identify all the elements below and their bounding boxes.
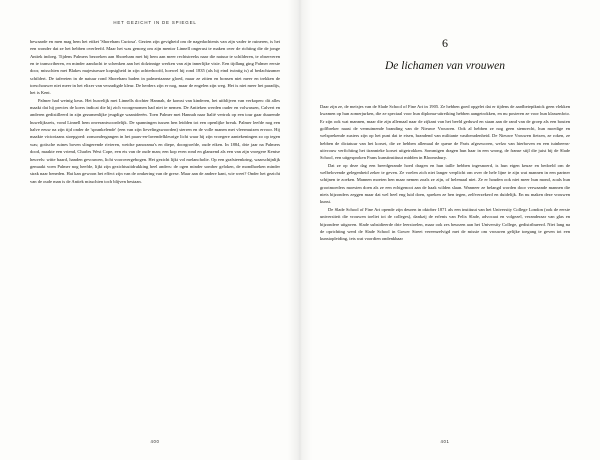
- right-page: [300, 0, 600, 460]
- running-head-left: HET GEZICHT IN DE SPIEGEL: [113, 20, 197, 25]
- chapter-number: 6: [442, 36, 448, 50]
- page-number-left: 400: [150, 439, 160, 444]
- right-page-text-column: [320, 103, 570, 243]
- paragraph: Palmer had weinig keus. Het huwelijk met Linnells dochter Hannah, de komst van kinderen, het uitblijven van verkopen: dit alles maakt dat hij precies de koers indicat die hij zich voorgenomen had niet te nemen. De Antieken werden ouder en volwassen, Calvert en anderen gedistilleerd in zijn gezamenlijke jeugdige waanideeën. Toen Palmer met Hannah naar Italië vertrok op een tour gaar duurende huwelijksreis, vond Linnell hem onverantwoordelijk. De spanningen tussen hen leidden tot een openlijke breuk. Palmer leefde nog een halve eeuw na zijn tijd onder de 'sprankelende' (een van zijn lievelingswoorden) sterren en de volle manen met vleermuizen ervoor. Hij maakte victoriaans stoepgoed: zonsondergangen in het paars-en-lavendelkleurige licht waar hij zijn vroegere aantekeningen zo op tegen was; gotische ruines boven slingerende rivieren, weidse panorama's en diepe, doorgroefde, oude eiken. In 1884, drie jaar na Palmers dood, maakte een vriend, Charles West Cope, een ets van de oude man; een kop even rond en glanzend als een van zijn vroegere Kentse heuvels: witte baard, handen gevouwen, licht voorovergebogen. Het gezicht lijkt vol melancholie. Op een grafsteenkring, waarschijnlijk gemaakt voen Palmer nog heefde, lijkt zijn gezichtsuitdrukking heel anders: de ogen minder somber geloken, de mondhoeken minder strak naar beneden. Hat kan gewoon het effect zijn van de omkering van de grese. Maar aan de andere kant, wie weet? Onder het gezicht van de oude man is de Antiek misschien toch blijven bestaan.: [30, 97, 280, 184]
- left-page-text-column: [30, 38, 280, 185]
- chapter-title: De lichamen van vrouwen: [385, 60, 505, 72]
- paragraph: Daar zijn ze, de meisjes van de Slade School of Fine Art in 1905. Ze hebben goed opgelet dat er tijdens de aardbeiepiknick geen vlekken kwamen op hun zomerjurken, die ze speciaal voor hun diploma-uitreiking hebben aangetrokken, en nu posteren ze voor hun klassenfoto. Er zijn ook wat mannen, maar die zijn allemaal naar de zijkant van het beeld geduwd en staan aan de rand van de groep als een bouten golfbreker naast de vernuimende branding van de Nieuwe Vrouwen. Ook al hebben ze nog geen stemrecht, hun moedige en welsprekende zusters zijn op het punt dat te eisen, brandend van militante vastberadenheid. De Nieuwe Vrouwen fietsen, ze roken, ze hebben de dictatuur van het korset, die ze hebben allemaal de queue de Paris afgezworen, welzo van hierboven en een tuinbeens-uitvrouw verfichting het tirannieke korset uitgetrokken. Sommigen dragen hun haar in een wrong, de franse stijl die juist bij de Slade School, een uitgesproken Frans kunstinstituut midden in Bloomsbury.: [320, 104, 570, 161]
- paragraph: bewaarde en men mag hem het etiket 'Shoreham Curiosa'. Gezien zijn gevigheid om de nagedachtenis van zijn vader te ruineren, is het een wonder dat ze het hebben overleefd. Maar het was genoeg om zijn mentor Linnell ongerust te maken over de richting die de jonge Antiek indoeg. Tijdens Palmers bezoeken aan Shoreham met bij hem aan meer rechtstreeks naar die natuur te schilderen, te observeren en te transcriberen, en minder aandacht te schenken aan het dolzinnige werken van zijn innerlijke visie. Een tijdlang ging Palmer eerste door, misschien met Blakes majestueuze kopsigheid in zijn achterhoofd, hoewel hij rond 1835 (als hij eind twintig is) al bedachtzamer schildert. De tafereien in de natuur rond Shoreham baden in palmeriaanse gloed, maar ze zitten en bonsen niet meer en trekken de toeschouwer niet meer in het elixer van verzadigde kleur. De herders zijn er nog, maar de engelen zijn weg. Het is niet meer het paradijs, het is Kent.: [30, 39, 280, 96]
- paragraph: Dat ze op deze dag een breedgerande hoed dragen en hun taille hebben ingesnoerd, is hun eigen keuze en bedoeld om de welbelovende gelegenheid zeker te geven. Ze voelen zich niet langer verplicht om over de hele lijne te zijn wat mannen in een partner schijnen te zoeken. Mannen moeten hen maar nemen zoals ze zijn, of helemaal niet. Ze er houden ook niet meer hun mond, zoals hun grootmoeders moesten doen als ze een echtgenoot aan de haak wilden slaan. Wanneer ze belangd worden door verwaande mannen die niets bijzonders zeggen maar dat wel heel eng luid doen, spreken ze hen tegen, zelfverzekerd en duidelijk. En nu maken deze vrouwen kunst.: [320, 162, 570, 205]
- paragraph: De Slade School of Fine Art opende zijn deuren in oktober 1871 als een instituut van het University College London (ook de eerste universiteit die vrouwen toeliet tot de colleges), dankzij de erfenis van Felix Slade, advocaat en volgezel, veranderaar van glas en bijzondere uitgaven. Slade subsidieerde drie leerstoelen, maar ook zes beurzen aan het University College, gedistribueerd. Niet lang na de oprichting werd de Slade School in Gower Street vereenzelvigd met de missie om vrouwen gelijke toegang te geven tot een kunstopleiding, iets wat voordien ondenkbaar: [320, 206, 570, 242]
- page-number-right: 401: [440, 439, 450, 444]
